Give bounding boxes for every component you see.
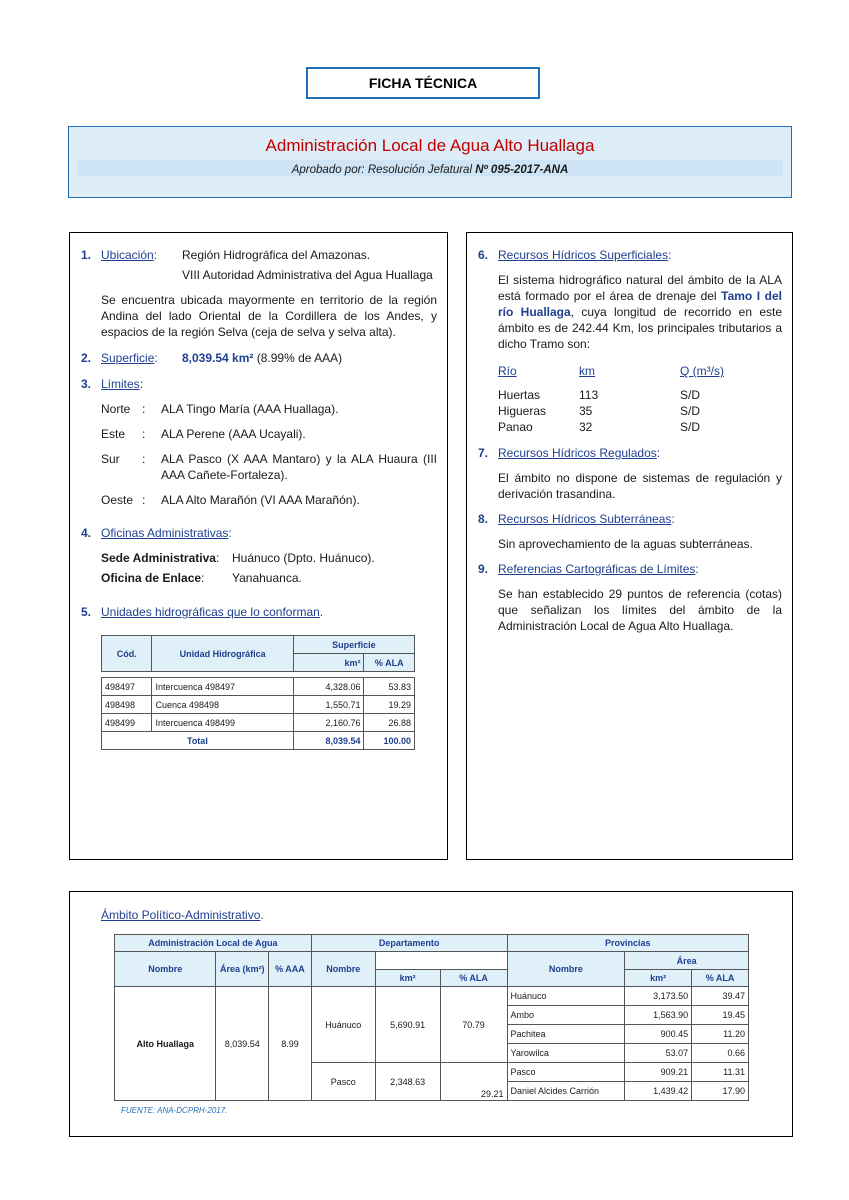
limit-dir: Sur	[101, 452, 120, 466]
th-km2: km²	[375, 970, 440, 987]
prov-km2: 909.21	[625, 1063, 692, 1082]
cell-name: Intercuenca 498499	[152, 714, 293, 732]
s7-text: El ámbito no dispone de sistemas de regulación y derivación trasandina.	[498, 471, 782, 501]
ubicacion-paragraph: Se encuentra ubicada mayormente en territorio de la región Andina del lado Oriental de la Cordillera de los Andes, y espacios de la región Selva (ceja de selva y selva alta).	[101, 293, 437, 339]
prov-pct: 11.20	[692, 1025, 749, 1044]
left-panel	[69, 232, 448, 860]
ambito-heading: Ámbito Político-Administrativo.	[101, 908, 264, 922]
section-6-heading: Recursos Hídricos Superficiales:	[498, 248, 672, 262]
right-panel	[466, 232, 793, 860]
limit-text: ALA Alto Marañón (VI AAA Marañón).	[161, 493, 360, 507]
prov-name: Ambo	[507, 1006, 625, 1025]
th-superficie: Superficie	[293, 636, 414, 654]
limit-dir: Norte	[101, 402, 131, 416]
dep-name: Huánuco	[311, 987, 375, 1063]
enlace-label: Oficina de Enlace:	[101, 571, 205, 585]
ubicacion-line2: VIII Autoridad Administrativa del Agua Huallaga	[182, 268, 433, 282]
prov-pct: 19.45	[692, 1006, 749, 1025]
cell-km2: 2,160.76	[293, 714, 364, 732]
th-nombre-dep: Nombre	[311, 952, 375, 987]
limit-sep: :	[142, 427, 146, 441]
rio-name: Panao	[498, 420, 533, 434]
th-pct-ala-prov: % ALA	[692, 970, 749, 987]
limit-sep: :	[142, 493, 146, 507]
prov-pct: 0.66	[692, 1044, 749, 1063]
dep-pct: 70.79	[440, 987, 507, 1063]
th-nombre-prov: Nombre	[507, 952, 625, 987]
th-departamento: Departamento	[311, 935, 507, 952]
th-area-prov: Área	[625, 952, 749, 970]
cell-cod: 498497	[102, 678, 152, 696]
cell-pct: 19.29	[364, 696, 415, 714]
section-2-heading: Superficie:	[101, 351, 158, 365]
header-title: Administración Local de Agua Alto Huallaga	[265, 136, 595, 155]
prov-name: Daniel Alcides Carrión	[507, 1082, 625, 1101]
cell-cod: 498498	[102, 696, 152, 714]
section-7-heading: Recursos Hídricos Regulados:	[498, 446, 661, 460]
section-6-num: 6.	[478, 248, 489, 262]
th-ala: Administración Local de Agua	[115, 935, 312, 952]
table-row	[102, 714, 415, 732]
enlace-value: Yanahuanca.	[232, 571, 302, 585]
th-unidad: Unidad Hidrográfica	[152, 636, 293, 672]
rio-name: Higueras	[498, 404, 547, 418]
rio-name: Huertas	[498, 388, 541, 402]
th-provincias: Provincias	[507, 935, 748, 952]
limit-text: ALA Perene (AAA Ucayali).	[161, 427, 306, 441]
dep-pct: 29.21	[440, 1063, 507, 1101]
prov-km2: 1,439.42	[625, 1082, 692, 1101]
cell-total-km2: 8,039.54	[293, 732, 364, 750]
limit-text: ALA Tingo María (AAA Huallaga).	[161, 402, 339, 416]
limit-sep: :	[142, 402, 146, 416]
ambito-table	[114, 934, 749, 1101]
section-2-num: 2.	[81, 351, 92, 365]
th-km2-prov: km²	[625, 970, 692, 987]
section-7-num: 7.	[478, 446, 489, 460]
rio-km: 113	[579, 388, 599, 402]
ubicacion-line1: Región Hidrográfica del Amazonas.	[182, 248, 371, 262]
th-rio: Río	[498, 364, 517, 378]
cell-name: Cuenca 498498	[152, 696, 293, 714]
cell-km2: 1,550.71	[293, 696, 364, 714]
th-km: km	[579, 364, 595, 378]
section-4-num: 4.	[81, 526, 92, 540]
table-row	[115, 987, 749, 1006]
approval-text	[69, 164, 791, 176]
th-cod: Cód.	[102, 636, 152, 672]
rio-q: S/D	[680, 388, 701, 402]
unidades-table	[101, 635, 415, 750]
th-pct: % ALA	[364, 654, 415, 672]
cell-total-label: Total	[102, 732, 294, 750]
cell-pct: 53.83	[364, 678, 415, 696]
th-km2: km²	[293, 654, 364, 672]
section-1-heading: Ubicación:	[101, 248, 158, 262]
section-4-heading: Oficinas Administrativas:	[101, 526, 232, 540]
cell-pct: 26.88	[364, 714, 415, 732]
prov-km2: 900.45	[625, 1025, 692, 1044]
th-dep-blank	[375, 952, 507, 970]
limit-dir: Oeste	[101, 493, 134, 507]
ala-pct: 8.99	[269, 987, 312, 1101]
rio-q: S/D	[680, 404, 701, 418]
section-1-num: 1.	[81, 248, 92, 262]
section-3-num: 3.	[81, 377, 92, 391]
bottom-panel	[69, 891, 793, 1137]
cell-total-pct: 100.00	[364, 732, 415, 750]
ala-name: Alto Huallaga	[115, 987, 216, 1101]
prov-pct: 17.90	[692, 1082, 749, 1101]
prov-name: Huánuco	[507, 987, 625, 1006]
superficie-value: 8,039.54 km² (8.99% de AAA)	[182, 351, 343, 365]
sede-value: Huánuco (Dpto. Huánuco).	[232, 551, 375, 565]
section-5-heading: Unidades hidrográficas que lo conforman.	[101, 605, 324, 619]
rio-q: S/D	[680, 420, 701, 434]
prov-name: Pasco	[507, 1063, 625, 1082]
prov-name: Pachitea	[507, 1025, 625, 1044]
prov-km2: 3,173.50	[625, 987, 692, 1006]
prov-name: Yarowilca	[507, 1044, 625, 1063]
section-3-heading: Límites:	[101, 377, 144, 391]
th-q: Q (m³/s)	[680, 364, 724, 378]
prov-pct: 11.31	[692, 1063, 749, 1082]
limit-sep: :	[142, 452, 146, 466]
table-row	[102, 696, 415, 714]
th-nombre: Nombre	[115, 952, 216, 987]
dep-name: Pasco	[311, 1063, 375, 1101]
rio-km: 35	[579, 404, 593, 418]
th-pct-ala: % ALA	[440, 970, 507, 987]
dep-km2: 2,348.63	[375, 1063, 440, 1101]
cell-name: Intercuenca 498497	[152, 678, 293, 696]
ala-area: 8,039.54	[216, 987, 269, 1101]
cell-cod: 498499	[102, 714, 152, 732]
prov-pct: 39.47	[692, 987, 749, 1006]
prov-km2: 53.07	[625, 1044, 692, 1063]
s8-text: Sin aprovechamiento de la aguas subterráneas.	[498, 537, 753, 551]
dep-km2: 5,690.91	[375, 987, 440, 1063]
table-row	[102, 678, 415, 696]
approval-prefix: Aprobado por: Resolución Jefatural	[291, 164, 476, 176]
section-5-num: 5.	[81, 605, 92, 619]
section-8-heading: Recursos Hídricos Subterráneas:	[498, 512, 675, 526]
approval-number: Nº 095-2017-ANA	[475, 164, 569, 176]
rio-km: 32	[579, 420, 593, 434]
ficha-title: FICHA TÉCNICA	[306, 67, 540, 99]
source-note: FUENTE: ANA-DCPRH-2017.	[121, 1106, 228, 1115]
prov-km2: 1,563.90	[625, 1006, 692, 1025]
section-9-num: 9.	[478, 562, 489, 576]
sede-label: Sede Administrativa:	[101, 551, 220, 565]
table-total-row	[102, 732, 415, 750]
s9-text: Se han establecido 29 puntos de referencia (cotas) que señalizan los límites del ámbito de la Administración Local de Agua Alto Huallaga.	[498, 587, 782, 633]
th-pct-aaa: % AAA	[269, 952, 312, 987]
section-9-heading: Referencias Cartográficas de Límites:	[498, 562, 699, 576]
th-area: Área (km²)	[216, 952, 269, 987]
cell-km2: 4,328.06	[293, 678, 364, 696]
s6-paragraph: El sistema hidrográfico natural del ámbito de la ALA está formado por el área de drenaje del Tamo I del río Huallaga, cuya longitud de recorrido en este ámbito es de 242.44 Km, los principales tributarios a dicho Tramo son:	[498, 273, 783, 351]
header-box	[68, 126, 792, 198]
section-8-num: 8.	[478, 512, 489, 526]
limit-text: ALA Pasco (X AAA Mantaro) y la ALA Huaura (III AAA Cañete-Fortaleza).	[161, 452, 437, 482]
limit-dir: Este	[101, 427, 126, 441]
